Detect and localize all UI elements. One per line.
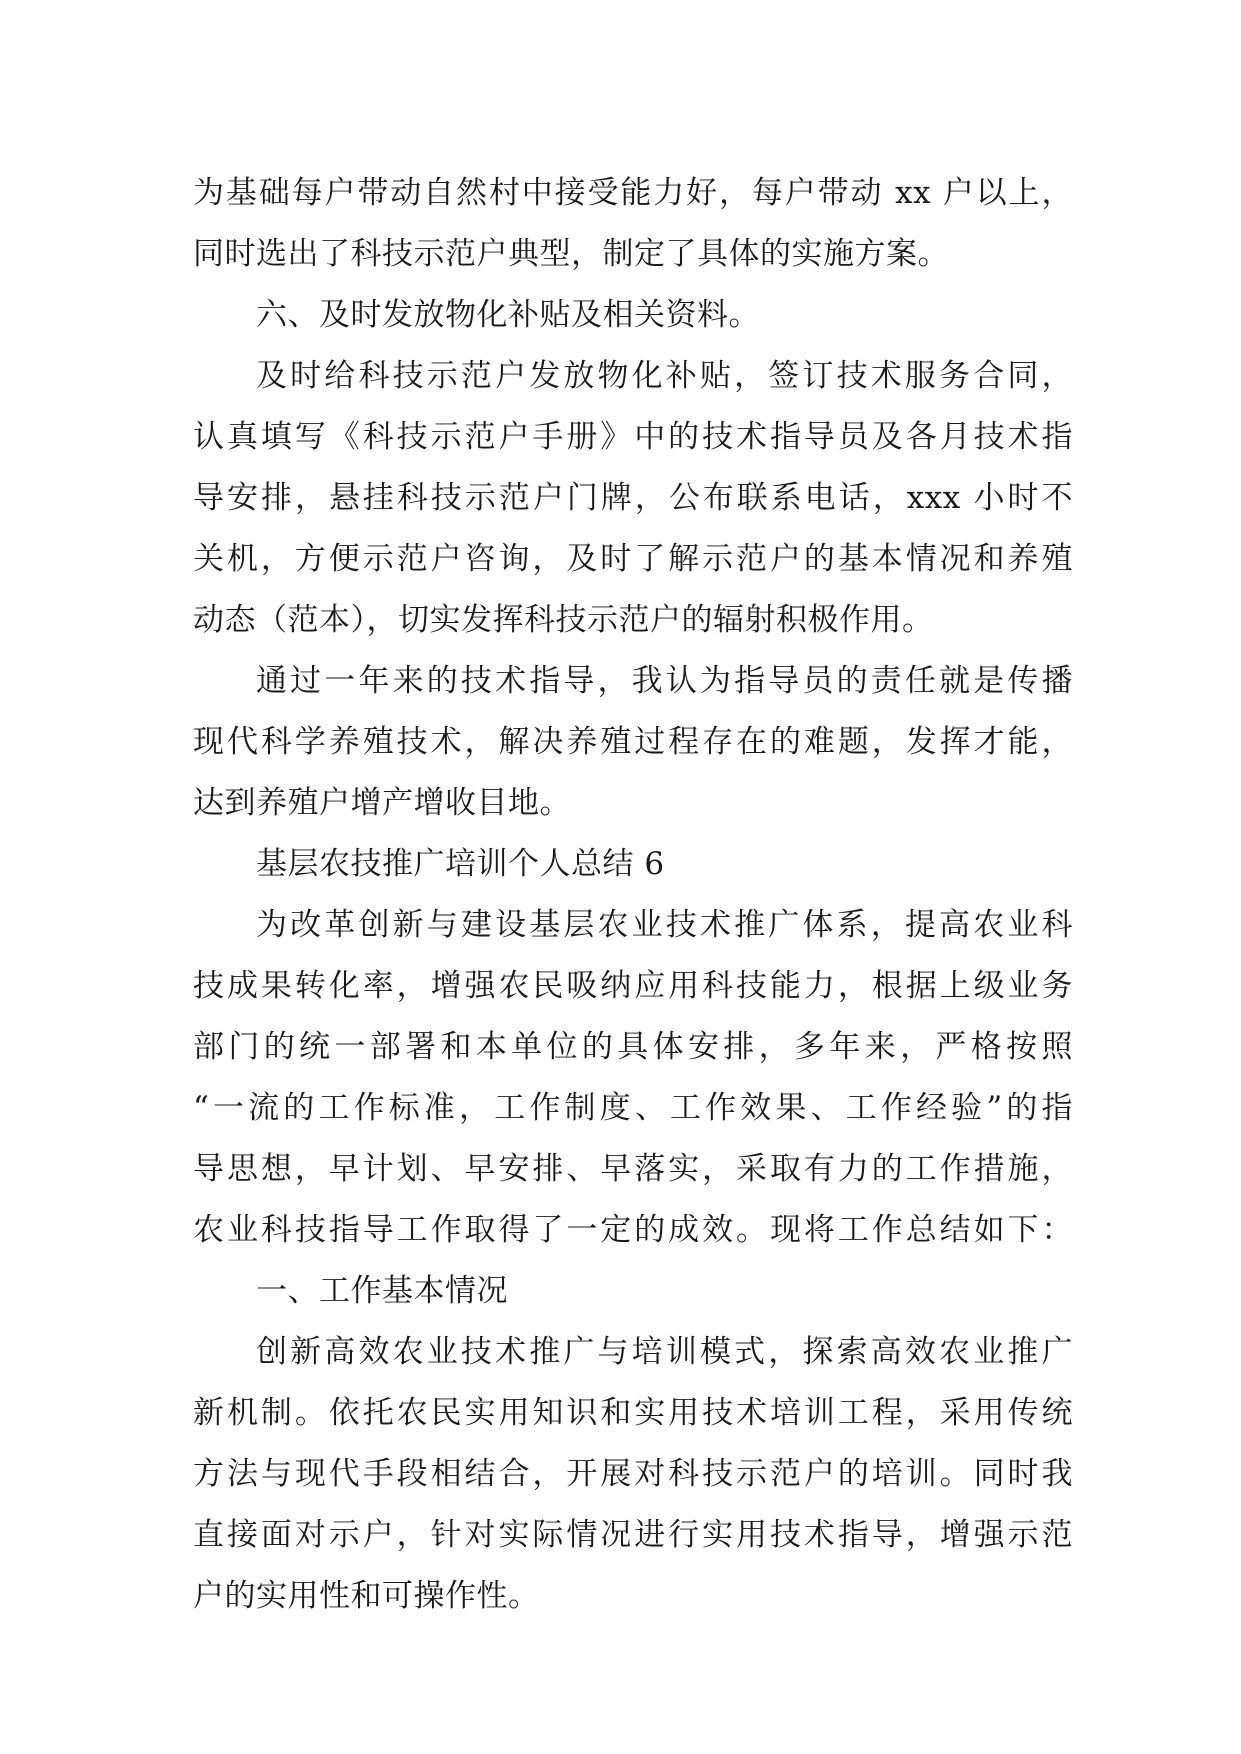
text-line: 达到养殖户增产增收目地。 — [193, 785, 571, 821]
text-line: 导安排，悬挂科技示范户门牌，公布联系电话，xxx 小时不 — [193, 480, 1073, 516]
text-line: 通过一年来的技术指导，我认为指导员的责任就是传播 — [256, 663, 1073, 699]
text-line: “一流的工作标准，工作制度、工作效果、工作经验”的指 — [193, 1090, 1073, 1126]
text-line: 部门的统一部署和本单位的具体安排，多年来，严格按照 — [193, 1029, 1073, 1065]
text-line: 为改革创新与建设基层农业技术推广体系，提高农业科 — [256, 907, 1073, 943]
text-line: 创新高效农业技术推广与培训模式，探索高效农业推广 — [256, 1334, 1073, 1370]
text-line: 直接面对示户，针对实际情况进行实用技术指导，增强示范 — [193, 1517, 1073, 1553]
text-line: 及时给科技示范户发放物化补贴，签订技术服务合同， — [256, 358, 1073, 394]
text-line: 新机制。依托农民实用知识和实用技术培训工程，采用传统 — [193, 1395, 1073, 1431]
text-line: 认真填写《科技示范户手册》中的技术指导员及各月技术指 — [193, 419, 1073, 455]
document-body — [193, 163, 1073, 1627]
text-line: 户的实用性和可操作性。 — [193, 1578, 540, 1614]
document-subtitle: 基层农技推广培训个人总结 6 — [256, 846, 665, 882]
text-line: 同时选出了科技示范户典型，制定了具体的实施方案。 — [193, 236, 949, 272]
text-line: 方法与现代手段相结合，开展对科技示范户的培训。同时我 — [193, 1456, 1073, 1492]
text-line: 农业科技指导工作取得了一定的成效。现将工作总结如下： — [193, 1212, 1073, 1248]
text-line: 技成果转化率，增强农民吸纳应用科技能力，根据上级业务 — [193, 968, 1073, 1004]
text-line: 动态（范本），切实发挥科技示范户的辐射积极作用。 — [193, 602, 934, 638]
text-line: 现代科学养殖技术，解决养殖过程存在的难题，发挥才能， — [193, 724, 1073, 760]
text-line: 导思想，早计划、早安排、早落实，采取有力的工作措施， — [193, 1151, 1073, 1187]
section-heading: 一、工作基本情况 — [256, 1273, 508, 1309]
section-heading: 六、及时发放物化补贴及相关资料。 — [256, 297, 760, 333]
text-line: 为基础每户带动自然村中接受能力好，每户带动 xx 户以上， — [193, 175, 1073, 211]
text-line: 关机，方便示范户咨询，及时了解示范户的基本情况和养殖 — [193, 541, 1073, 577]
